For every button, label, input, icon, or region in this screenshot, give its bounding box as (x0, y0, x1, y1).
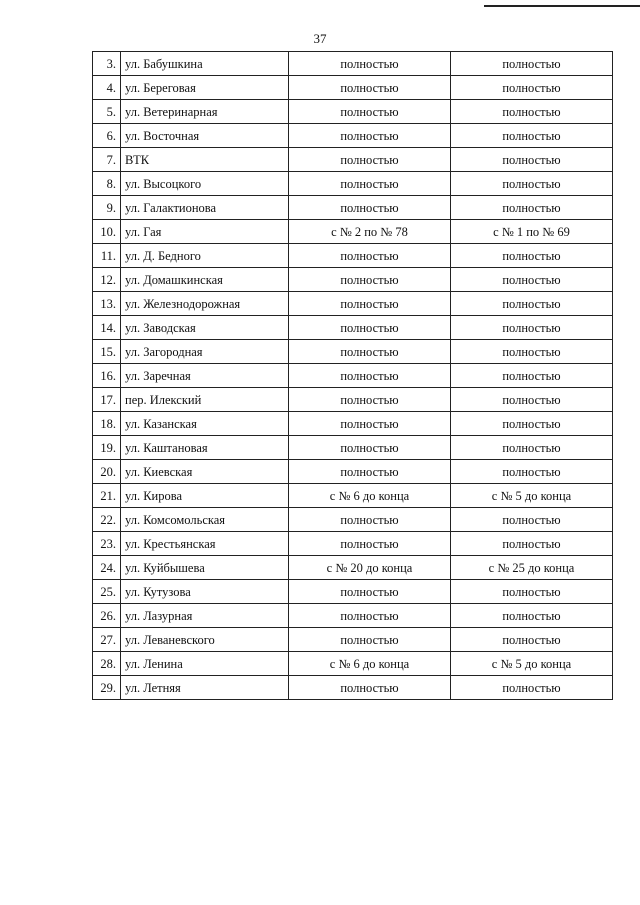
odd-side-cell: полностью (289, 52, 451, 76)
even-side-cell: полностью (451, 580, 613, 604)
even-side-cell: полностью (451, 460, 613, 484)
row-number-cell: 9. (93, 196, 121, 220)
even-side-cell: полностью (451, 100, 613, 124)
even-side-cell: полностью (451, 124, 613, 148)
row-number-cell: 17. (93, 388, 121, 412)
table-row (93, 364, 613, 388)
even-side-cell: полностью (451, 508, 613, 532)
odd-side-cell: полностью (289, 508, 451, 532)
even-side-cell: полностью (451, 52, 613, 76)
row-number-cell: 28. (93, 652, 121, 676)
even-side-cell: полностью (451, 388, 613, 412)
even-side-cell: полностью (451, 676, 613, 700)
street-name-cell: ул. Леваневского (121, 628, 289, 652)
row-number-cell: 26. (93, 604, 121, 628)
even-side-cell: полностью (451, 172, 613, 196)
table-row (93, 508, 613, 532)
odd-side-cell: с № 2 по № 78 (289, 220, 451, 244)
row-number-cell: 10. (93, 220, 121, 244)
even-side-cell: с № 5 до конца (451, 652, 613, 676)
table-row (93, 268, 613, 292)
row-number-cell: 12. (93, 268, 121, 292)
row-number-cell: 5. (93, 100, 121, 124)
odd-side-cell: полностью (289, 436, 451, 460)
odd-side-cell: полностью (289, 316, 451, 340)
row-number-cell: 7. (93, 148, 121, 172)
table-row (93, 148, 613, 172)
street-name-cell: ул. Кутузова (121, 580, 289, 604)
table-row (93, 580, 613, 604)
table-row (93, 484, 613, 508)
row-number-cell: 19. (93, 436, 121, 460)
row-number-cell: 18. (93, 412, 121, 436)
street-name-cell: ул. Ветеринарная (121, 100, 289, 124)
street-name-cell: ул. Д. Бедного (121, 244, 289, 268)
street-name-cell: ул. Киевская (121, 460, 289, 484)
table-row (93, 604, 613, 628)
odd-side-cell: полностью (289, 460, 451, 484)
row-number-cell: 25. (93, 580, 121, 604)
odd-side-cell: полностью (289, 268, 451, 292)
row-number-cell: 24. (93, 556, 121, 580)
row-number-cell: 4. (93, 76, 121, 100)
even-side-cell: полностью (451, 76, 613, 100)
odd-side-cell: полностью (289, 244, 451, 268)
street-name-cell: ВТК (121, 148, 289, 172)
odd-side-cell: полностью (289, 76, 451, 100)
even-side-cell: полностью (451, 196, 613, 220)
odd-side-cell: полностью (289, 532, 451, 556)
street-name-cell: ул. Загородная (121, 340, 289, 364)
table-row (93, 436, 613, 460)
odd-side-cell: полностью (289, 340, 451, 364)
row-number-cell: 21. (93, 484, 121, 508)
table-row (93, 556, 613, 580)
street-name-cell: ул. Казанская (121, 412, 289, 436)
streets-table (92, 51, 613, 700)
even-side-cell: полностью (451, 148, 613, 172)
row-number-cell: 15. (93, 340, 121, 364)
table-row (93, 172, 613, 196)
row-number-cell: 11. (93, 244, 121, 268)
table-body (93, 52, 613, 700)
odd-side-cell: полностью (289, 124, 451, 148)
table-row (93, 244, 613, 268)
even-side-cell: полностью (451, 364, 613, 388)
row-number-cell: 27. (93, 628, 121, 652)
street-name-cell: ул. Высоцкого (121, 172, 289, 196)
street-name-cell: ул. Восточная (121, 124, 289, 148)
odd-side-cell: полностью (289, 388, 451, 412)
street-name-cell: пер. Илекский (121, 388, 289, 412)
street-name-cell: ул. Заводская (121, 316, 289, 340)
odd-side-cell: полностью (289, 292, 451, 316)
even-side-cell: полностью (451, 292, 613, 316)
street-name-cell: ул. Домашкинская (121, 268, 289, 292)
even-side-cell: полностью (451, 316, 613, 340)
row-number-cell: 22. (93, 508, 121, 532)
table-row (93, 460, 613, 484)
odd-side-cell: полностью (289, 100, 451, 124)
table-row (93, 316, 613, 340)
street-name-cell: ул. Комсомольская (121, 508, 289, 532)
row-number-cell: 6. (93, 124, 121, 148)
even-side-cell: полностью (451, 604, 613, 628)
street-name-cell: ул. Крестьянская (121, 532, 289, 556)
even-side-cell: полностью (451, 244, 613, 268)
odd-side-cell: полностью (289, 628, 451, 652)
corner-rule (484, 5, 640, 7)
row-number-cell: 29. (93, 676, 121, 700)
odd-side-cell: с № 6 до конца (289, 652, 451, 676)
street-name-cell: ул. Летняя (121, 676, 289, 700)
table-row (93, 100, 613, 124)
even-side-cell: полностью (451, 412, 613, 436)
street-name-cell: ул. Заречная (121, 364, 289, 388)
row-number-cell: 16. (93, 364, 121, 388)
row-number-cell: 23. (93, 532, 121, 556)
table-row (93, 412, 613, 436)
odd-side-cell: полностью (289, 364, 451, 388)
even-side-cell: с № 5 до конца (451, 484, 613, 508)
odd-side-cell: полностью (289, 676, 451, 700)
even-side-cell: полностью (451, 436, 613, 460)
odd-side-cell: полностью (289, 196, 451, 220)
table-row (93, 388, 613, 412)
table-row (93, 76, 613, 100)
odd-side-cell: полностью (289, 604, 451, 628)
street-name-cell: ул. Бабушкина (121, 52, 289, 76)
table-row (93, 532, 613, 556)
odd-side-cell: с № 6 до конца (289, 484, 451, 508)
table-row (93, 124, 613, 148)
street-name-cell: ул. Галактионова (121, 196, 289, 220)
row-number-cell: 13. (93, 292, 121, 316)
odd-side-cell: полностью (289, 580, 451, 604)
row-number-cell: 14. (93, 316, 121, 340)
table-row (93, 628, 613, 652)
street-name-cell: ул. Гая (121, 220, 289, 244)
table-row (93, 676, 613, 700)
street-name-cell: ул. Береговая (121, 76, 289, 100)
even-side-cell: полностью (451, 268, 613, 292)
row-number-cell: 20. (93, 460, 121, 484)
odd-side-cell: с № 20 до конца (289, 556, 451, 580)
street-name-cell: ул. Железнодорожная (121, 292, 289, 316)
table-row (93, 652, 613, 676)
even-side-cell: полностью (451, 532, 613, 556)
odd-side-cell: полностью (289, 412, 451, 436)
even-side-cell: с № 1 по № 69 (451, 220, 613, 244)
row-number-cell: 8. (93, 172, 121, 196)
even-side-cell: полностью (451, 340, 613, 364)
street-name-cell: ул. Ленина (121, 652, 289, 676)
even-side-cell: полностью (451, 628, 613, 652)
street-name-cell: ул. Каштановая (121, 436, 289, 460)
table-row (93, 196, 613, 220)
street-name-cell: ул. Кирова (121, 484, 289, 508)
row-number-cell: 3. (93, 52, 121, 76)
odd-side-cell: полностью (289, 172, 451, 196)
street-name-cell: ул. Куйбышева (121, 556, 289, 580)
table-row (93, 52, 613, 76)
even-side-cell: с № 25 до конца (451, 556, 613, 580)
page-number: 37 (313, 31, 327, 46)
table-row (93, 220, 613, 244)
odd-side-cell: полностью (289, 148, 451, 172)
table-row (93, 292, 613, 316)
street-name-cell: ул. Лазурная (121, 604, 289, 628)
table-row (93, 340, 613, 364)
